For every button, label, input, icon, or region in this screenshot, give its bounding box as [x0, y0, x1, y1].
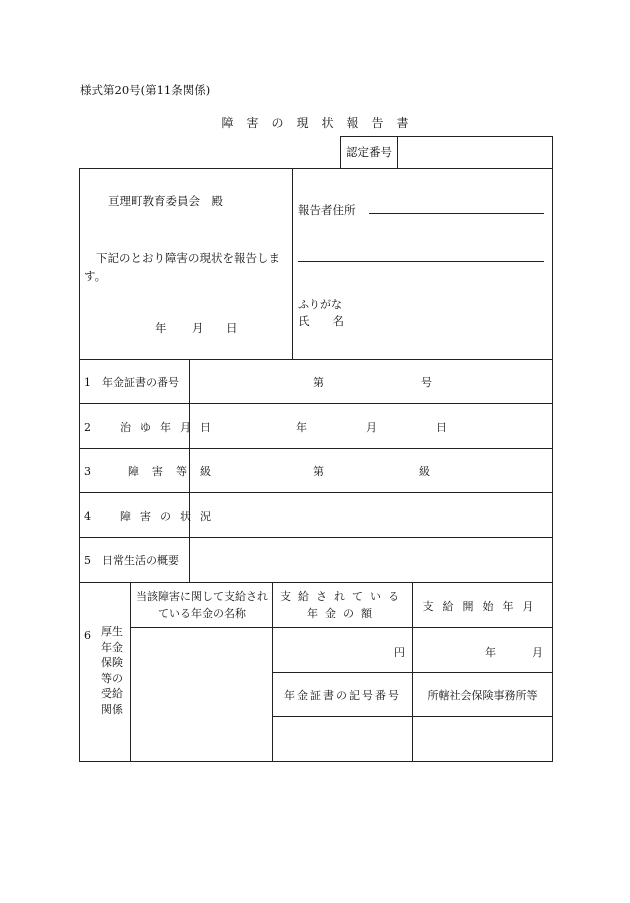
- cert-number-label: 認定番号: [346, 145, 392, 159]
- report-date-year: 年: [155, 321, 167, 335]
- furigana-label: ふりがな: [298, 298, 342, 311]
- start-year: 年: [485, 646, 496, 659]
- reporter-address-label: 報告者住所: [298, 203, 356, 217]
- section6-label-line: 受給: [101, 687, 123, 700]
- report-date-month: 月: [192, 321, 204, 335]
- row4-label: 4 障害の状況: [84, 510, 220, 523]
- pension-start-header: 支給開始年月: [422, 600, 543, 613]
- office-header: 所轄社会保険事務所等: [427, 688, 538, 702]
- row1-prefix: 第: [313, 376, 324, 389]
- section6-number: 6: [84, 629, 91, 642]
- pension-name-header: 当該障害に関して支給されている年金の名称: [136, 590, 268, 620]
- reporter-address-field-2[interactable]: [298, 261, 544, 262]
- report-date-day: 日: [226, 321, 238, 335]
- cert-number-value[interactable]: [398, 137, 552, 167]
- row2-month: 月: [366, 421, 377, 434]
- section6-label-line: 保険: [101, 656, 123, 669]
- document-title: 障害の現状報告書: [221, 116, 422, 130]
- amount-unit: 円: [394, 646, 405, 659]
- section6-label-line: 厚生: [101, 625, 123, 638]
- report-statement: 下記のとおり障害の現状を報告します。: [84, 251, 280, 283]
- reporter-address-field[interactable]: [369, 213, 544, 214]
- section6-label-line: 関係: [101, 702, 123, 716]
- row2-year: 年: [296, 421, 307, 434]
- row2-day: 日: [436, 421, 447, 434]
- section6-label: [99, 624, 125, 717]
- row1-suffix: 号: [421, 376, 432, 389]
- row1-label: 1 年金証書の番号: [84, 376, 179, 389]
- addressee: 亘理町教育委員会 殿: [108, 194, 223, 208]
- row3-suffix: 級: [419, 465, 430, 478]
- start-month: 月: [532, 646, 543, 659]
- form-number: 様式第20号(第11条関係): [80, 83, 211, 97]
- name-label: 氏 名: [298, 314, 344, 328]
- row2-label: 2 治ゆ年月日: [84, 421, 220, 434]
- section6-label-line: 年金: [101, 640, 123, 654]
- row5-label: 5 日常生活の概要: [84, 554, 179, 567]
- cert-code-header: 年金証書の記号番号: [284, 688, 401, 702]
- row3-prefix: 第: [313, 465, 324, 478]
- section6-label-line: 等の: [101, 671, 123, 685]
- row3-label: 3 障害等級: [84, 465, 224, 478]
- pension-amount-header: 支給されている年金の額: [280, 590, 406, 620]
